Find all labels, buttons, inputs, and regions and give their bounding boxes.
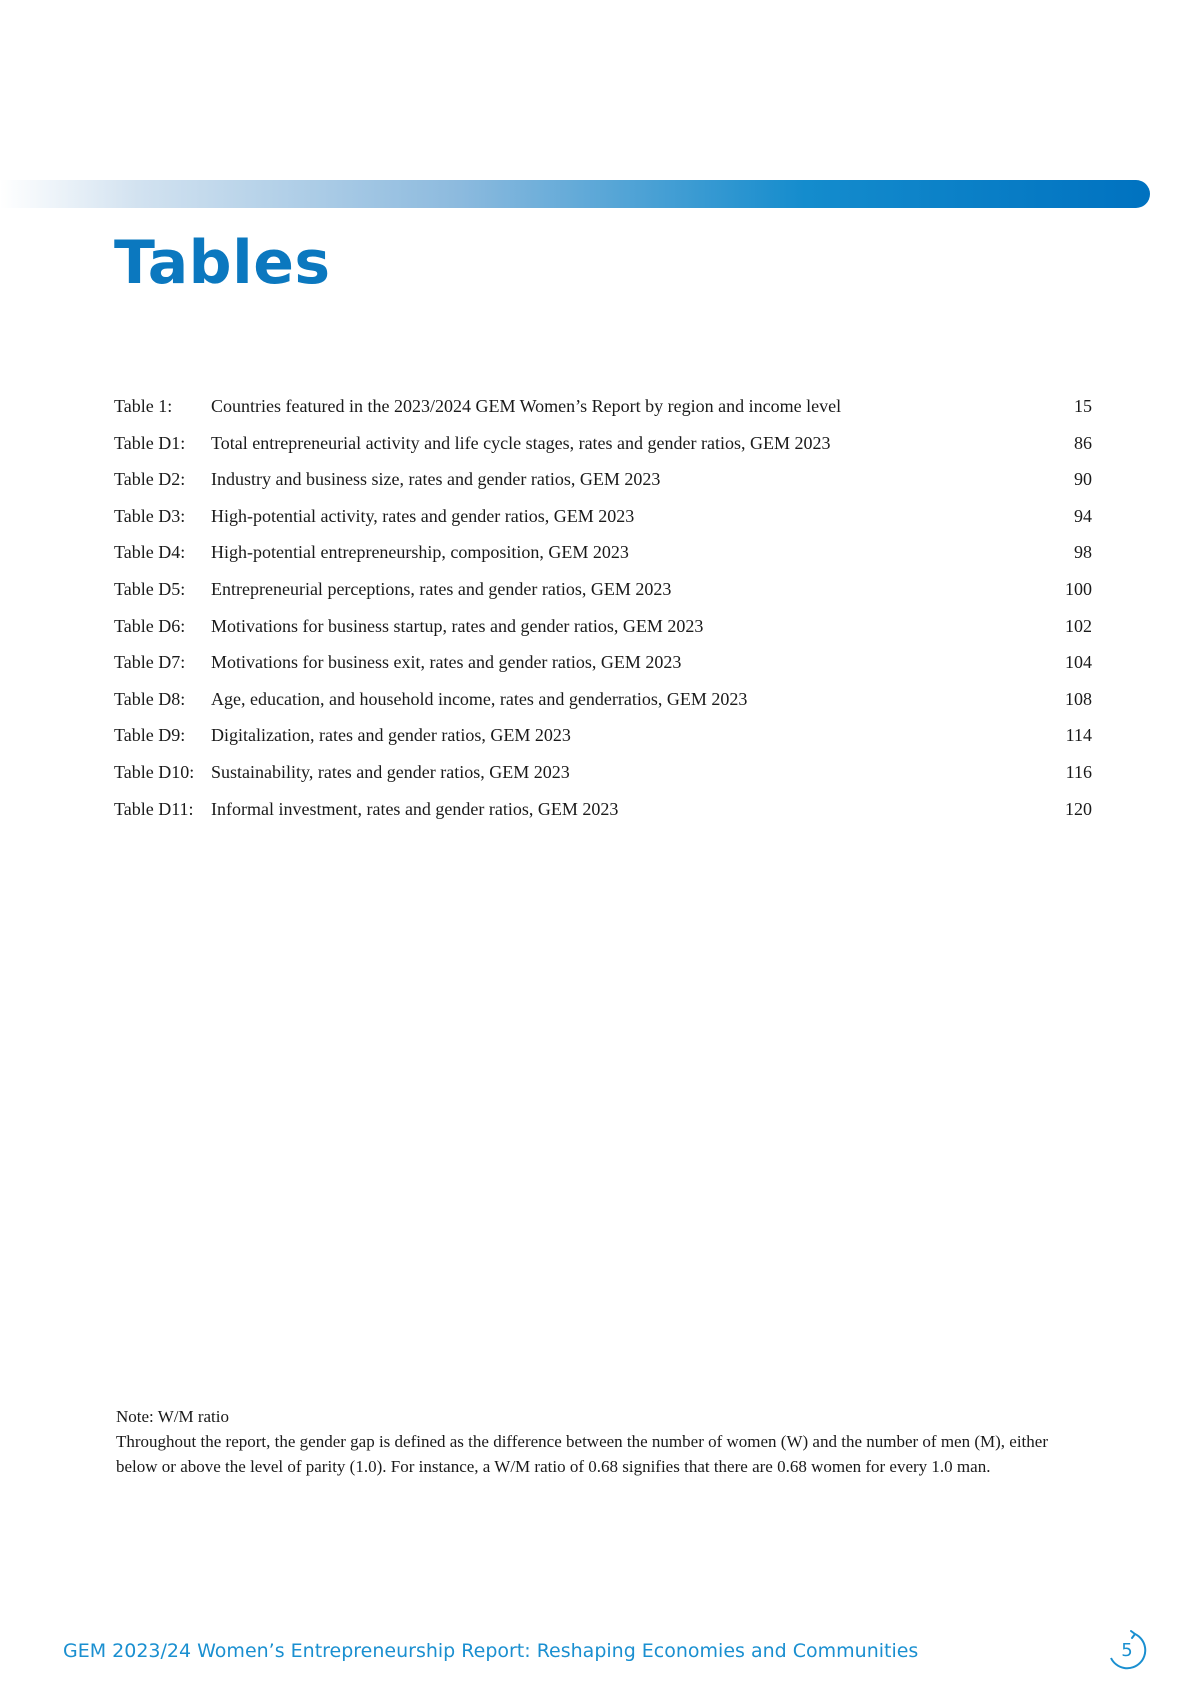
page-number: 5 [1121, 1640, 1133, 1661]
table-label: Table D10: [114, 761, 195, 782]
table-title: Sustainability, rates and gender ratios, GEM 2023 [211, 761, 570, 782]
toc-row[interactable] [114, 498, 1092, 535]
table-title: Countries featured in the 2023/2024 GEM Women’s Report by region and income level [211, 396, 842, 416]
table-label: Table D4: [114, 542, 186, 563]
table-page-number: 94 [1074, 505, 1092, 526]
table-page-number: 108 [1065, 688, 1092, 709]
toc-row[interactable] [114, 754, 1092, 791]
table-title: Digitalization, rates and gender ratios, GEM 2023 [211, 725, 571, 746]
table-page-number: 114 [1065, 725, 1092, 746]
table-title: Motivations for business exit, rates and gender ratios, GEM 2023 [211, 652, 682, 673]
table-label: Table D2: [114, 469, 186, 490]
toc-row[interactable] [114, 534, 1092, 571]
table-title: Entrepreneurial perceptions, rates and gender ratios, GEM 2023 [211, 578, 672, 599]
table-page-number: 98 [1074, 542, 1092, 563]
toc-row[interactable] [114, 608, 1092, 645]
table-label: Table D8: [114, 688, 186, 709]
table-label: Table D3: [114, 505, 186, 526]
toc-row[interactable] [114, 791, 1092, 828]
toc-row[interactable] [114, 388, 1092, 425]
table-label: Table D5: [114, 578, 186, 599]
table-page-number: 116 [1065, 761, 1092, 782]
table-label: Table 1: [114, 396, 173, 416]
table-title: High-potential activity, rates and gender ratios, GEM 2023 [211, 505, 635, 526]
tables-list [114, 388, 1092, 827]
toc-row[interactable] [114, 425, 1092, 462]
table-page-number: 86 [1074, 432, 1092, 453]
toc-row[interactable] [114, 461, 1092, 498]
table-page-number: 100 [1065, 578, 1092, 599]
table-label: Table D1: [114, 432, 186, 453]
note-body: Throughout the report, the gender gap is defined as the difference between the number of women (W) and the number of men (M), either below or above the level of parity (1.0). For instance, a W/M ratio of 0.68 signifies that there are 0.68 women for every 1.0 man. [116, 1432, 1048, 1476]
toc-row[interactable] [114, 681, 1092, 718]
table-label: Table D9: [114, 725, 186, 746]
table-page-number: 15 [1074, 396, 1092, 416]
page-title: Tables [114, 228, 331, 298]
table-title: Total entrepreneurial activity and life cycle stages, rates and gender ratios, GEM 2023 [211, 432, 831, 453]
table-title: Informal investment, rates and gender ratios, GEM 2023 [211, 798, 619, 819]
table-page-number: 90 [1074, 469, 1092, 490]
table-page-number: 120 [1065, 798, 1092, 819]
table-title: Age, education, and household income, rates and genderratios, GEM 2023 [211, 688, 748, 709]
table-label: Table D11: [114, 798, 194, 819]
footer-report-title: GEM 2023/24 Women’s Entrepreneurship Report: Reshaping Economies and Communities [63, 1640, 919, 1662]
toc-row[interactable] [114, 571, 1092, 608]
page-number-badge [1104, 1628, 1150, 1674]
table-page-number: 102 [1065, 615, 1092, 636]
table-title: High-potential entrepreneurship, composition, GEM 2023 [211, 542, 629, 563]
table-title: Motivations for business startup, rates and gender ratios, GEM 2023 [211, 615, 704, 636]
table-title: Industry and business size, rates and gender ratios, GEM 2023 [211, 469, 661, 490]
toc-row[interactable] [114, 644, 1092, 681]
table-page-number: 104 [1065, 652, 1092, 673]
note-box [116, 1404, 1076, 1479]
toc-row[interactable] [114, 717, 1092, 754]
table-label: Table D7: [114, 652, 186, 673]
table-label: Table D6: [114, 615, 186, 636]
note-heading: Note: W/M ratio [116, 1407, 229, 1426]
header-gradient-bar [0, 180, 1150, 208]
